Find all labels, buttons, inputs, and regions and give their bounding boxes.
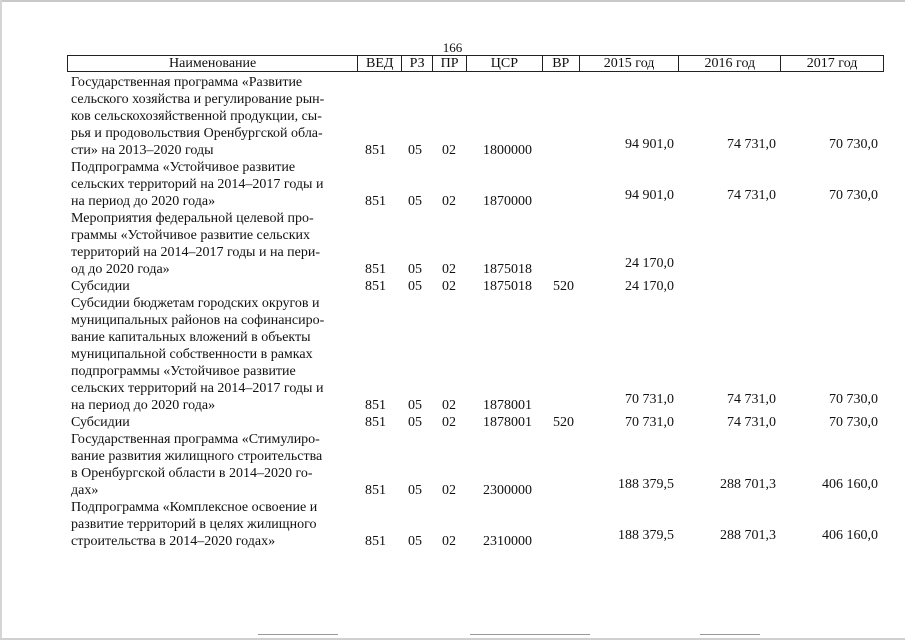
row-name-line: Мероприятия федеральной целевой про- (71, 211, 314, 226)
row-csr: 1878001 (483, 398, 532, 413)
row-ved: 851 (365, 398, 386, 413)
row-ved: 851 (365, 534, 386, 549)
row-rz: 05 (408, 262, 422, 277)
row-ved: 851 (365, 279, 386, 294)
table-row (67, 159, 884, 210)
header-csr: ЦСР (467, 56, 543, 71)
row-vr: 520 (553, 279, 574, 294)
scan-edge-top (0, 0, 905, 2)
header-pr: ПР (433, 56, 467, 71)
row-2016: 74 731,0 (727, 415, 776, 430)
row-name-line: в Оренбургской области в 2014–2020 го- (71, 466, 313, 481)
row-2017: 70 730,0 (829, 188, 878, 203)
row-ved: 851 (365, 415, 386, 430)
row-name-line: Субсидии (71, 415, 130, 430)
scan-mark (258, 634, 338, 635)
row-2015: 94 901,0 (625, 137, 674, 152)
row-name-line: сельского хозяйства и регулирование рын- (71, 92, 325, 107)
row-name (67, 295, 358, 414)
row-rz: 05 (408, 398, 422, 413)
table-row (67, 414, 884, 431)
row-csr: 2310000 (483, 534, 532, 549)
scan-edge-left (0, 0, 2, 640)
row-2017: 406 160,0 (822, 528, 878, 543)
row-csr: 2300000 (483, 483, 532, 498)
row-2017: 70 730,0 (829, 392, 878, 407)
row-pr: 02 (442, 534, 456, 549)
row-rz: 05 (408, 194, 422, 209)
row-name-line: Субсидии (71, 279, 130, 294)
row-name (67, 159, 358, 210)
header-2015: 2015 год (580, 56, 680, 71)
table-header (67, 55, 884, 72)
row-ved: 851 (365, 194, 386, 209)
table-row (67, 431, 884, 499)
row-name-line: граммы «Устойчивое развитие сельских (71, 228, 311, 243)
row-2017: 70 730,0 (829, 415, 878, 430)
row-name-line: сельских территорий на 2014–2017 годы и (71, 177, 324, 192)
row-2016: 74 731,0 (727, 188, 776, 203)
row-2016: 288 701,3 (720, 477, 776, 492)
row-name-line: Субсидии бюджетам городских округов и (71, 296, 320, 311)
page-number: 166 (442, 40, 463, 55)
row-rz: 05 (408, 279, 422, 294)
row-2015: 188 379,5 (618, 528, 674, 543)
row-name (67, 414, 358, 431)
row-name-line: подпрограммы «Устойчивое развитие (71, 364, 296, 379)
row-2016: 74 731,0 (727, 392, 776, 407)
row-name-line: сельских территорий на 2014–2017 годы и (71, 381, 324, 396)
row-csr: 1875018 (483, 279, 532, 294)
table-body (67, 74, 884, 550)
row-name (67, 431, 358, 499)
row-name (67, 499, 358, 550)
table-row (67, 499, 884, 550)
row-name-line: строительства в 2014–2020 годах» (71, 534, 276, 549)
row-name-line: сти» на 2013–2020 годы (71, 143, 214, 158)
row-name-line: вание капитальных вложений в объекты (71, 330, 311, 345)
row-pr: 02 (442, 415, 456, 430)
header-vr: ВР (543, 56, 580, 71)
table-row (67, 278, 884, 295)
row-2015: 70 731,0 (625, 392, 674, 407)
row-csr: 1870000 (483, 194, 532, 209)
row-name-line: вание развития жилищного строительства (71, 449, 323, 464)
row-rz: 05 (408, 534, 422, 549)
row-ved: 851 (365, 262, 386, 277)
row-csr: 1800000 (483, 143, 532, 158)
row-2016: 74 731,0 (727, 137, 776, 152)
row-name-line: муниципальной собственности в рамках (71, 347, 313, 362)
header-2016: 2016 год (679, 56, 781, 71)
header-rz: РЗ (402, 56, 433, 71)
row-2017: 70 730,0 (829, 137, 878, 152)
row-name-line: дах» (71, 483, 99, 498)
row-name-line: Подпрограмма «Комплексное освоение и (71, 500, 318, 515)
row-2016: 288 701,3 (720, 528, 776, 543)
row-name-line: муниципальных районов на софинансиро- (71, 313, 325, 328)
row-pr: 02 (442, 194, 456, 209)
scan-mark (470, 634, 590, 635)
row-2015: 188 379,5 (618, 477, 674, 492)
table-row (67, 210, 884, 278)
row-name-line: Подпрограмма «Устойчивое развитие (71, 160, 296, 175)
row-name (67, 74, 358, 159)
row-name-line: на период до 2020 года» (71, 194, 216, 209)
row-name-line: развитие территорий в целях жилищного (71, 517, 317, 532)
row-pr: 02 (442, 398, 456, 413)
row-pr: 02 (442, 143, 456, 158)
row-name-line: Государственная программа «Стимулиро- (71, 432, 320, 447)
row-name (67, 210, 358, 278)
header-ved: ВЕД (358, 56, 402, 71)
row-rz: 05 (408, 143, 422, 158)
row-name-line: од до 2020 года» (71, 262, 170, 277)
row-2015: 24 170,0 (625, 256, 674, 271)
table-row (67, 295, 884, 414)
row-2015: 94 901,0 (625, 188, 674, 203)
header-2017: 2017 год (806, 56, 858, 71)
row-2017: 406 160,0 (822, 477, 878, 492)
row-rz: 05 (408, 483, 422, 498)
scan-mark (700, 634, 760, 635)
row-rz: 05 (408, 415, 422, 430)
row-name-line: рья и продовольствия Оренбургской обла- (71, 126, 323, 141)
row-pr: 02 (442, 483, 456, 498)
row-name-line: ков сельскохозяйственной продукции, сы- (71, 109, 322, 124)
row-2015: 70 731,0 (625, 415, 674, 430)
row-name-line: Государственная программа «Развитие (71, 75, 303, 90)
header-name: Наименование (68, 56, 358, 71)
row-name-line: территорий на 2014–2017 годы и на пери- (71, 245, 321, 260)
row-csr: 1875018 (483, 262, 532, 277)
row-ved: 851 (365, 143, 386, 158)
row-ved: 851 (365, 483, 386, 498)
row-2015: 24 170,0 (625, 279, 674, 294)
row-pr: 02 (442, 279, 456, 294)
row-pr: 02 (442, 262, 456, 277)
table-row (67, 74, 884, 159)
row-csr: 1878001 (483, 415, 532, 430)
row-name-line: на период до 2020 года» (71, 398, 216, 413)
row-name (67, 278, 358, 295)
row-vr: 520 (553, 415, 574, 430)
